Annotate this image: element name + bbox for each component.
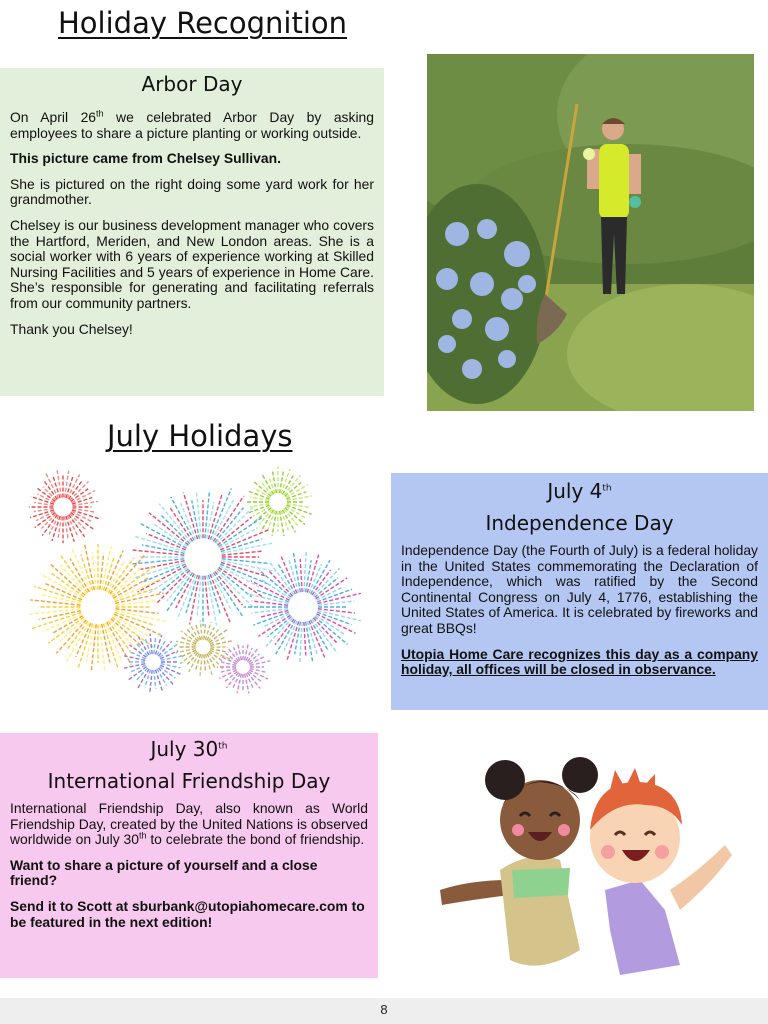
- independence-body: Independence Day (the Fourth of July) is a federal holiday in the United States commemorating the Declaration of Independence, which was ratified by the Second Continental Congress on July 4, 1776, establishing the United States of America. It is celebrated by fireworks and great BBQs!: [401, 542, 758, 636]
- page-footer: [0, 998, 768, 1024]
- office-closure-notice: Utopia Home Care recognizes this day as a company holiday, all offices will be closed in observance.: [401, 645, 758, 678]
- page-number: 8: [380, 1002, 388, 1017]
- independence-title: Independence Day: [485, 511, 674, 535]
- friendship-title: International Friendship Day: [47, 769, 331, 793]
- arbor-intro: On April 26th we celebrated Arbor Day by asking employees to share a picture planting or working outside.: [10, 108, 374, 141]
- friends-illustration: [430, 750, 740, 985]
- july-holidays-heading: July Holidays: [107, 419, 293, 453]
- fireworks-illustration: [18, 462, 363, 702]
- friendship-send: Send it to Scott at sburbank@utopiahomecare.com to be featured in the next edition!: [10, 897, 365, 930]
- friendship-ask: Want to share a picture of yourself and a close friend?: [10, 856, 318, 889]
- friendship-body: International Friendship Day, also known as World Friendship Day, created by the United Nations is observed worldwide on July 30th to celebrate the bond of friendship.: [10, 800, 368, 848]
- independence-day-panel: [391, 473, 768, 710]
- arbor-day-title: Arbor Day: [141, 72, 243, 96]
- arbor-bio: Chelsey is our business development manager who covers the Hartford, Meriden, and New London areas. She is a social worker with 6 years of experience working at Skilled Nursing Facilities and 5 years of experience in Home Care. She’s responsible for generating and facilitating referrals from our community partners.: [10, 216, 374, 311]
- arbor-day-panel: [0, 68, 384, 396]
- yard-work-photo: [427, 54, 754, 411]
- arbor-thanks: Thank you Chelsey!: [10, 320, 133, 337]
- arbor-photo-caption: She is pictured on the right doing some yard work for her grandmother.: [10, 175, 374, 208]
- holiday-recognition-heading: Holiday Recognition: [58, 6, 347, 40]
- independence-date: July 4th: [547, 479, 612, 503]
- friendship-date: July 30th: [150, 737, 228, 761]
- arbor-photo-credit: This picture came from Chelsey Sullivan.: [10, 150, 281, 167]
- friendship-day-panel: [0, 733, 378, 978]
